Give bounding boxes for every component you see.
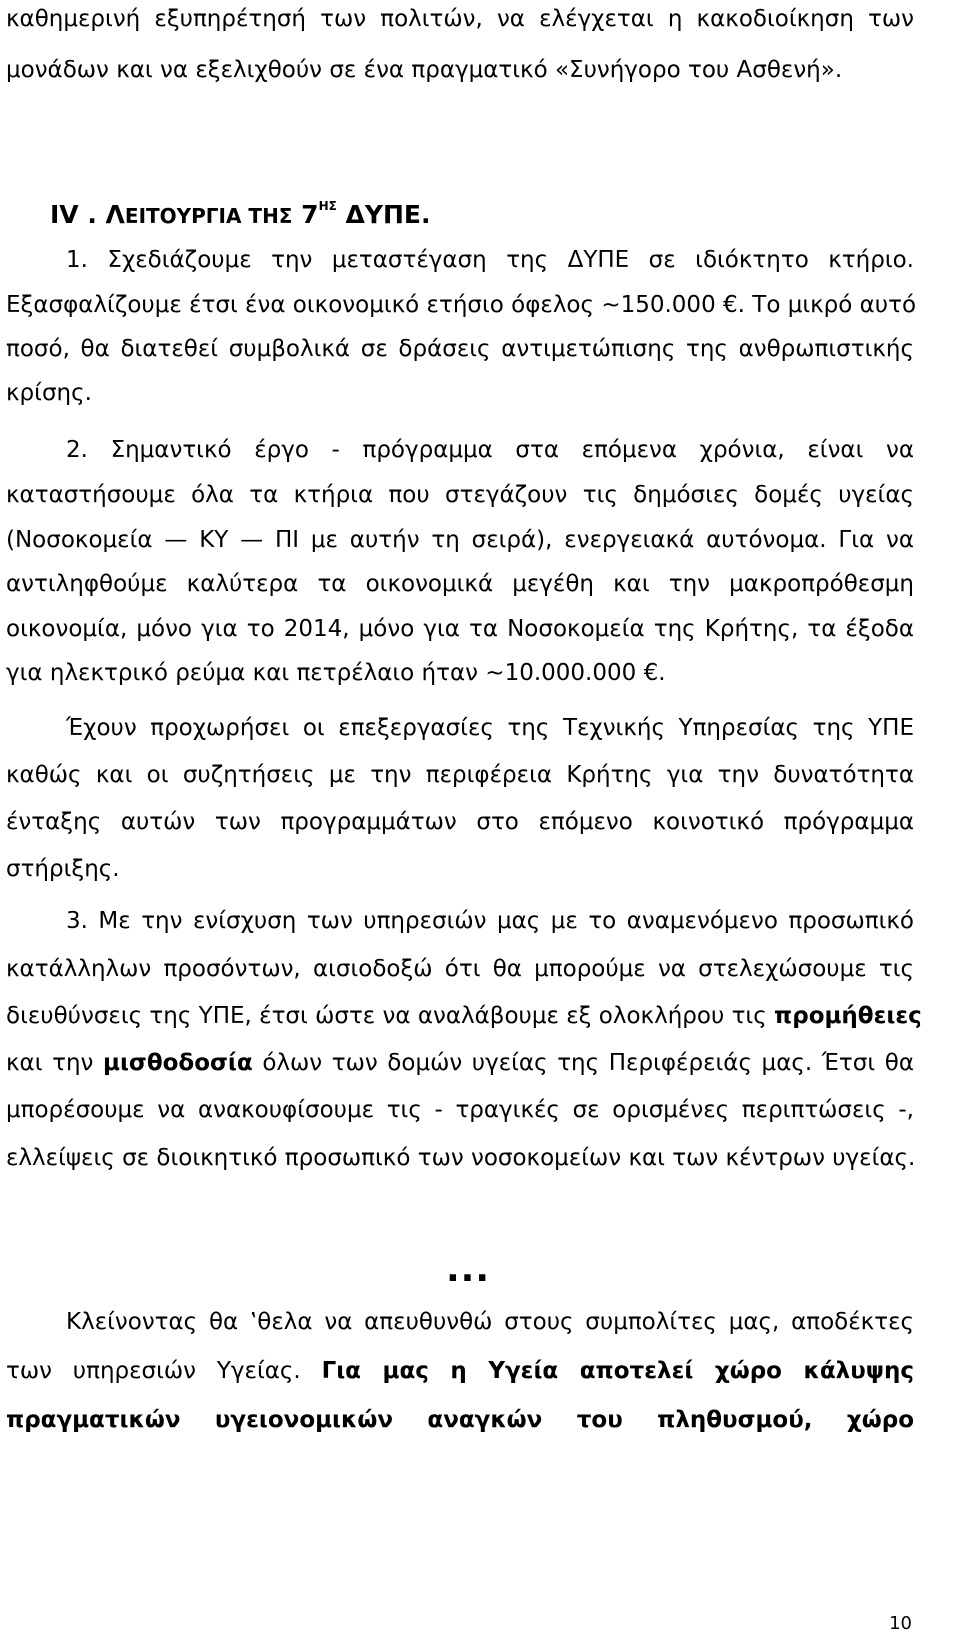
- text-line: ελλείψεις σε διοικητικό προσωπικό των νοσοκομείων και των κέντρων υγείας.: [6, 1145, 916, 1171]
- text-line: καθώς και οι συζητήσεις με την περιφέρεια Κρήτης για την δυνατότητα: [6, 762, 914, 788]
- text-line: στήριξης.: [6, 856, 120, 882]
- text-line: πραγματικών υγειονομικών αναγκών του πληθυσμού, χώρο: [6, 1407, 914, 1433]
- ellipsis-separator: ...: [446, 1249, 491, 1290]
- text-line: καθημερινή εξυπηρέτησή των πολιτών, να ελέγχεται η κακοδιοίκηση των: [6, 6, 914, 32]
- text-line: ένταξης αυτών των προγραμμάτων στο επόμενο κοινοτικό πρόγραμμα: [6, 809, 914, 835]
- page-number: 10: [889, 1613, 912, 1634]
- text-line: Εξασφαλίζουμε έτσι ένα οικονομικό ετήσιο όφελος ~150.000 €. Το μικρό αυτό: [6, 292, 917, 318]
- text-line: για ηλεκτρικό ρεύμα και πετρέλαιο ήταν ~10.000.000 €.: [6, 660, 666, 686]
- text-line: οικονομία, μόνο για το 2014, μόνο για τα Νοσοκομεία της Κρήτης, τα έξοδα: [6, 616, 914, 642]
- text-line: μονάδων και να εξελιχθούν σε ένα πραγματικό «Συνήγορο του Ασθενή».: [6, 57, 843, 83]
- text-line: (Νοσοκομεία — ΚΥ — ΠΙ με αυτήν τη σειρά), ενεργειακά αυτόνομα. Για να: [6, 527, 914, 553]
- text-line: αντιληφθούμε καλύτερα τα οικονομικά μεγέθη και την μακροπρόθεσμη: [6, 571, 914, 597]
- text-line: διευθύνσεις της ΥΠΕ, έτσι ώστε να αναλάβουμε εξ ολοκλήρου τις προμήθειες: [6, 1003, 922, 1029]
- text-line: και την μισθοδοσία όλων των δομών υγείας της Περιφέρειάς μας. Έτσι θα: [6, 1050, 914, 1076]
- list-item-2-line: 2. Σημαντικό έργο - πρόγραμμα στα επόμενα χρόνια, είναι να: [66, 437, 914, 463]
- text-line: κατάλληλων προσόντων, αισιοδοξώ ότι θα μπορούμε να στελεχώσουμε τις: [6, 956, 914, 982]
- text-line: ποσό, θα διατεθεί συμβολικά σε δράσεις αντιμετώπισης της ανθρωπιστικής: [6, 336, 914, 362]
- text-line: καταστήσουμε όλα τα κτήρια που στεγάζουν τις δημόσιες δομές υγείας: [6, 482, 914, 508]
- list-item-3-line: 3. Με την ενίσχυση των υπηρεσιών μας με το αναμενόμενο προσωπικό: [66, 908, 914, 934]
- text-line: Έχουν προχωρήσει οι επεξεργασίες της Τεχνικής Υπηρεσίας της ΥΠΕ: [66, 715, 914, 741]
- section-heading: IV . ΛΕΙΤΟΥΡΓΙΑ ΤΗΣ $7^{H\Sigma}$ ΔΥΠΕ.: [50, 199, 431, 229]
- text-line: μπορέσουμε να ανακουφίσουμε τις - τραγικές σε ορισμένες περιπτώσεις -,: [6, 1097, 914, 1123]
- text-line: των υπηρεσιών Υγείας. Για μας η Υγεία αποτελεί χώρο κάλυψης: [6, 1358, 914, 1384]
- list-item-1-line: 1. Σχεδιάζουμε την μεταστέγαση της ΔΥΠΕ σε ιδιόκτητο κτήριο.: [66, 247, 914, 273]
- text-line: κρίσης.: [6, 380, 92, 406]
- text-line: Κλείνοντας θα ‛θελα να απευθυνθώ στους συμπολίτες μας, αποδέκτες: [66, 1309, 914, 1335]
